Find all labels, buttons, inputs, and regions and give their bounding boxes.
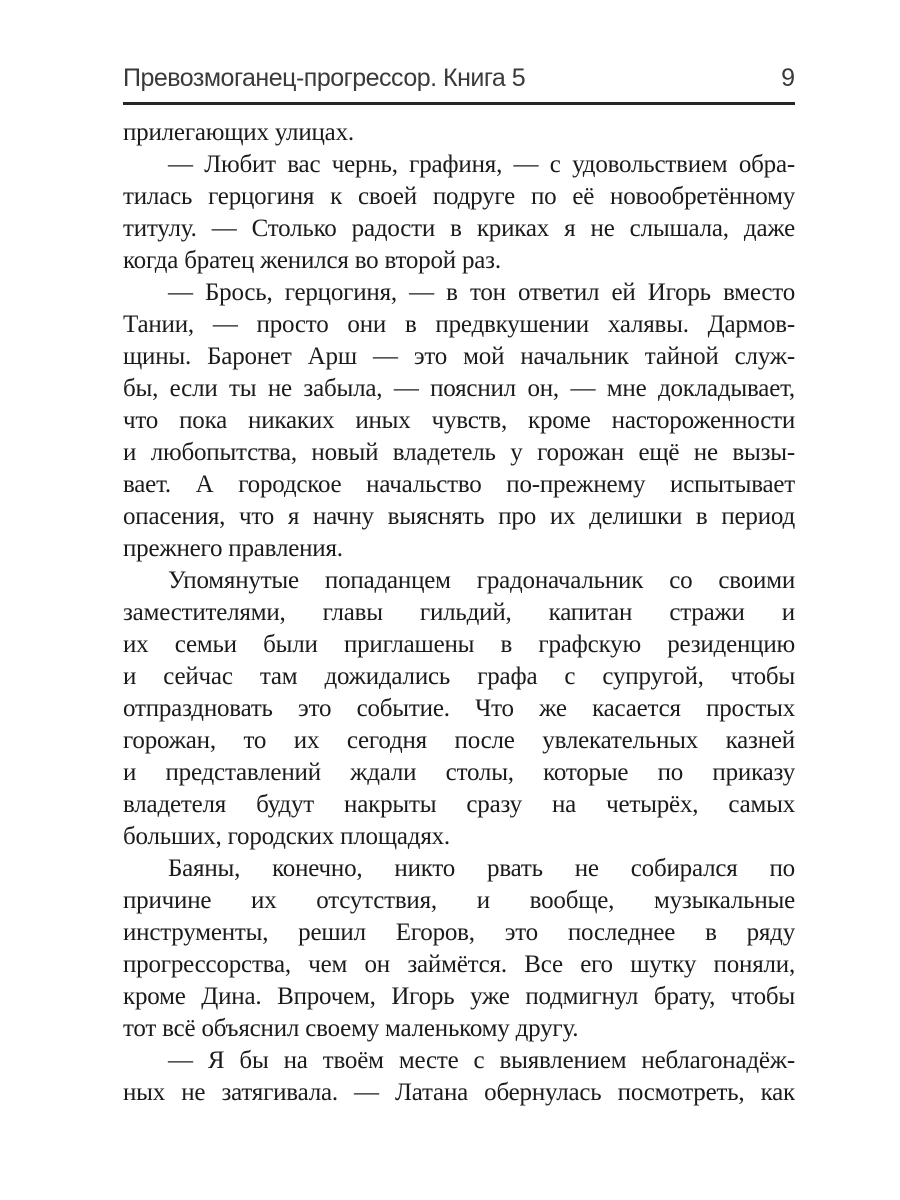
text-line: — Брось, герцогиня, — в тон ответил ей Игорь вместо: [168, 279, 795, 306]
text-line: тилась герцогиня к своей подруге по её новообретённому: [123, 183, 795, 210]
text-line: Тании, — просто они в предвкушении халявы. Дармов-: [123, 311, 795, 338]
text-line: вает. А городское начальство по-прежнему испытывает: [123, 471, 795, 498]
text-line: владетеля будут накрыты сразу на четырёх, самых: [123, 791, 795, 818]
text-line: их семьи были приглашены в графскую резиденцию: [123, 631, 795, 658]
text-line: — Я бы на твоём месте с выявлением неблагонадёж-: [168, 1047, 795, 1074]
text-line: титулу. — Столько радости в криках я не слышала, даже: [123, 215, 795, 242]
text-line: бы, если ты не забыла, — пояснил он, — мне докладывает,: [123, 375, 795, 402]
text-line: и сейчас там дожидались графа с супругой, чтобы: [123, 663, 795, 690]
book-title: Превозмоганец-прогрессор. Книга 5: [123, 64, 526, 92]
text-line: когда братец женился во второй раз.: [123, 247, 501, 274]
header-divider: [123, 102, 795, 105]
text-line: Баяны, конечно, никто рвать не собирался по: [168, 855, 795, 882]
text-line: Упомянутые попаданцем градоначальник со своими: [168, 567, 795, 594]
text-line: и представлений ждали столы, которые по приказу: [123, 759, 795, 786]
text-line: заместителями, главы гильдий, капитан стражи и: [123, 599, 795, 626]
text-line: прилегающих улицах.: [123, 119, 354, 146]
text-line: прогрессорства, чем он займётся. Все его шутку поняли,: [123, 951, 795, 978]
running-header: [123, 64, 795, 93]
text-line: — Любит вас чернь, графиня, — с удовольствием обра-: [168, 151, 795, 178]
page-content: [123, 64, 795, 1109]
text-line: больших, городских площадях.: [123, 823, 450, 850]
text-line: что пока никаких иных чувств, кроме настороженности: [123, 407, 795, 434]
text-line: инструменты, решил Егоров, это последнее в ряду: [123, 919, 795, 946]
page-number: 9: [781, 64, 795, 92]
text-line: причине их отсутствия, и вообще, музыкальные: [123, 887, 795, 914]
text-line: горожан, то их сегодня после увлекательных казней: [123, 727, 795, 754]
text-line: прежнего правления.: [123, 535, 343, 562]
text-line: опасения, что я начну выяснять про их делишки в период: [123, 503, 795, 530]
text-line: тот всё объяснил своему маленькому другу.: [123, 1015, 579, 1042]
text-line: щины. Баронет Арш — это мой начальник тайной служ-: [123, 343, 795, 370]
text-line: и любопытства, новый владетель у горожан ещё не вызы-: [123, 439, 795, 466]
page-body: [123, 117, 795, 1109]
text-line: ных не затягивала. — Латана обернулась посмотреть, как: [123, 1079, 795, 1106]
text-line: отпраздновать это событие. Что же касается простых: [123, 695, 795, 722]
text-line: кроме Дина. Впрочем, Игорь уже подмигнул брату, чтобы: [123, 983, 795, 1010]
